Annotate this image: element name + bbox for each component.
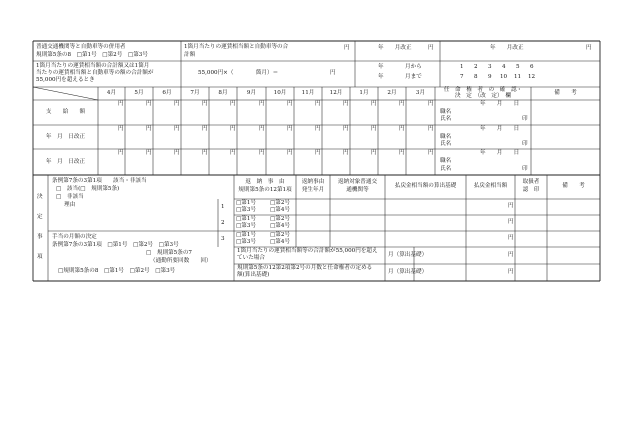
refund-option[interactable]: □第3号 xyxy=(236,239,257,245)
decision-side-3: 事 xyxy=(37,234,43,240)
month-header: 2月 xyxy=(387,90,397,96)
month-header: 3月 xyxy=(415,90,426,96)
seal-mark: 印 xyxy=(522,116,528,122)
yen-mark: 円 xyxy=(371,150,377,156)
formula-yen: 円 xyxy=(330,70,336,76)
yen-mark: 円 xyxy=(202,150,208,156)
refund-option[interactable]: □第2号 xyxy=(270,232,291,238)
handler-header-2: 認 印 xyxy=(522,187,540,193)
yen-mark: 円 xyxy=(343,150,349,156)
refund-yen: 円 xyxy=(508,203,514,209)
refund-amount-header: 払戻金相当額 xyxy=(473,183,508,189)
yen-mark: 円 xyxy=(343,126,349,132)
refund-option[interactable]: □第3号 xyxy=(236,223,257,229)
refund-option[interactable]: □第2号 xyxy=(270,200,291,206)
month-header: 9月 xyxy=(246,90,257,96)
refund-row-number: 2 xyxy=(221,220,225,226)
unit-label-1: 1箇月当たりの運賃相当額と自動車等の合 xyxy=(184,44,289,50)
yen-mark: 円 xyxy=(230,126,236,132)
over-yen: 円 xyxy=(508,252,514,258)
over-limit-line-1: 1箇月当たりの運賃相当額等の合計額が55,000円を超え xyxy=(237,248,378,254)
to-year: 年 xyxy=(378,74,384,80)
decision-side-1: 決 xyxy=(37,194,43,200)
row-label-revised-1: 年 月 日改正 xyxy=(45,134,86,140)
yen-mark: 円 xyxy=(287,126,293,132)
month-header: 6月 xyxy=(162,90,172,96)
yen-mark: 円 xyxy=(287,150,293,156)
yen-mark: 円 xyxy=(118,101,124,107)
refund-calc-header: 払戻金相当額の算出基礎 xyxy=(394,183,457,189)
refund-option[interactable]: □第1号 xyxy=(236,216,257,222)
top-yen-3: 円 xyxy=(586,45,592,51)
month-choice-9[interactable]: 9 xyxy=(488,74,492,80)
month-choice-4[interactable]: 4 xyxy=(502,64,506,70)
yen-mark: 円 xyxy=(259,126,265,132)
confirm-name: 氏名 xyxy=(440,141,452,147)
month-choice-10[interactable]: 10 xyxy=(500,74,508,80)
row-label-amount: 支 給 額 xyxy=(45,109,86,115)
yen-mark: 円 xyxy=(343,101,349,107)
yen-mark: 円 xyxy=(230,150,236,156)
refund-option[interactable]: □第4号 xyxy=(270,223,291,229)
month-choice-3[interactable]: 3 xyxy=(488,64,492,70)
yen-mark: 円 xyxy=(202,126,208,132)
yen-mark: 円 xyxy=(399,126,405,132)
monthly-line-1[interactable]: 条例第7条の3第1項 □第1号 □第2号 □第3号 xyxy=(52,242,179,248)
article-line-1: 条例第7条の3第1項 該当・非該当 xyxy=(52,178,147,184)
confirm-name: 氏名 xyxy=(440,116,452,122)
confirm-header-2: 決 定 （改 定） 欄 xyxy=(455,93,511,99)
monthly-line-3: （通勤所要回数 回） xyxy=(150,258,212,264)
month-header: 5月 xyxy=(134,90,144,96)
confirm-post: 職名 xyxy=(440,134,452,140)
refund-option[interactable]: □第2号 xyxy=(270,216,291,222)
over-yen: 円 xyxy=(508,269,514,275)
month-header: 8月 xyxy=(218,90,228,96)
yen-mark: 円 xyxy=(315,101,321,107)
month-choice-2[interactable]: 2 xyxy=(474,64,478,70)
unit-label-2: 計額 xyxy=(184,52,196,58)
month-choice-5[interactable]: 5 xyxy=(516,64,520,70)
decision-side-2: 定 xyxy=(37,214,43,220)
refund-yen: 円 xyxy=(508,219,514,225)
employer-label-2: 規則第5条の8 □第1号 □第2号 □第3号 xyxy=(36,52,148,58)
confirm-date: 年 月 日 xyxy=(480,101,520,107)
refund-option[interactable]: □第3号 xyxy=(236,207,257,213)
confirm-header-1: 任 命 権 者 の 確 認・ xyxy=(443,87,523,93)
top-revised-1: 年 月改正 xyxy=(378,45,412,51)
yen-mark: 円 xyxy=(174,150,180,156)
seal-mark: 印 xyxy=(522,166,528,172)
yen-mark: 円 xyxy=(118,150,124,156)
refund-option[interactable]: □第4号 xyxy=(270,239,291,245)
refund-row-number: 3 xyxy=(221,236,225,242)
refund-reason-header-1: 返 納 事 由 xyxy=(245,179,285,185)
yen-mark: 円 xyxy=(428,126,434,132)
refund-reason-header-2: 規則第5条の12第1項 xyxy=(238,187,292,193)
refund-option[interactable]: □第1号 xyxy=(236,200,257,206)
from-year: 年 xyxy=(378,64,384,70)
refund-target-header-1: 返納対象普通交 xyxy=(337,179,378,185)
over-limit-line-4: 額(算出基礎) xyxy=(237,272,270,278)
yen-mark: 円 xyxy=(259,101,265,107)
monthly-line-4[interactable]: □規則第5条の8 □第1号 □第2号 □第3号 xyxy=(58,268,176,274)
over-desc-3: 55,000円を超えるとき xyxy=(36,77,95,83)
top-yen-2: 円 xyxy=(428,45,434,51)
article-not-applicable[interactable]: □ 非該当 xyxy=(56,194,84,200)
formula: 55,000円×（ 箇月）＝ xyxy=(198,70,279,76)
yen-mark: 円 xyxy=(428,101,434,107)
yen-mark: 円 xyxy=(202,101,208,107)
refund-option[interactable]: □第1号 xyxy=(236,232,257,238)
confirm-name: 氏名 xyxy=(440,166,452,172)
month-header: 10月 xyxy=(273,90,287,96)
top-yen-1: 円 xyxy=(344,45,350,51)
yen-mark: 円 xyxy=(315,150,321,156)
refund-row-number: 1 xyxy=(221,204,225,210)
month-basis: 月（算出基礎） xyxy=(388,252,428,258)
month-choice-7[interactable]: 7 xyxy=(460,74,464,80)
seal-mark: 印 xyxy=(522,141,528,147)
refund-occur-header-2: 発生年月 xyxy=(301,187,325,193)
month-basis: 月（算出基礎） xyxy=(388,269,428,275)
yen-mark: 円 xyxy=(118,126,124,132)
yen-mark: 円 xyxy=(287,101,293,107)
refund-option[interactable]: □第4号 xyxy=(270,207,291,213)
month-choice-6[interactable]: 6 xyxy=(530,64,534,70)
over-desc-2: 当たりの運賃相当額と自動車等の額の合計額が xyxy=(36,70,154,76)
refund-remarks-header: 備 考 xyxy=(562,183,585,189)
yen-mark: 円 xyxy=(146,150,152,156)
refund-target-header-2: 通機関等 xyxy=(346,187,369,193)
to-month: 月まで xyxy=(405,74,422,80)
from-month: 月から xyxy=(405,64,422,70)
month-header: 11月 xyxy=(301,90,315,96)
yen-mark: 円 xyxy=(371,126,377,132)
handler-header-1: 取扱者 xyxy=(522,179,540,185)
confirm-date: 年 月 日 xyxy=(480,126,520,132)
month-choice-8[interactable]: 8 xyxy=(474,74,478,80)
article-applicable[interactable]: □ 該当(□ 規則第5条) xyxy=(56,186,120,192)
reason-label: 理由 xyxy=(64,202,76,208)
decision-side-4: 項 xyxy=(37,254,43,260)
yen-mark: 円 xyxy=(315,126,321,132)
confirm-post: 職名 xyxy=(440,109,452,115)
employer-label-1: 普通交通機関等と自動車等の併用者 xyxy=(36,44,126,50)
yen-mark: 円 xyxy=(399,150,405,156)
monthly-line-2[interactable]: □ 規則第5条の7 xyxy=(146,250,192,256)
month-header: 4月 xyxy=(106,90,117,96)
confirm-date: 年 月 日 xyxy=(480,150,520,156)
over-limit-line-3: 規則第5条の12第2項第2号の月数と任命権者の定める xyxy=(237,265,373,271)
yen-mark: 円 xyxy=(146,101,152,107)
yen-mark: 円 xyxy=(259,150,265,156)
yen-mark: 円 xyxy=(399,101,405,107)
month-choice-12[interactable]: 12 xyxy=(528,74,536,80)
confirm-post: 職名 xyxy=(440,158,452,164)
row-label-revised-2: 年 月 日改正 xyxy=(45,159,86,165)
refund-yen: 円 xyxy=(508,235,514,241)
refund-occur-header-1: 返納事由 xyxy=(301,179,325,185)
month-choice-1[interactable]: 1 xyxy=(460,64,464,70)
yen-mark: 円 xyxy=(174,126,180,132)
yen-mark: 円 xyxy=(428,150,434,156)
month-header: 1月 xyxy=(359,90,369,96)
top-revised-2: 年 月改正 xyxy=(490,45,524,51)
over-limit-line-2: ていた場合 xyxy=(237,255,265,261)
month-header: 12月 xyxy=(329,90,343,96)
remarks-header: 備 考 xyxy=(554,90,577,96)
yen-mark: 円 xyxy=(146,126,152,132)
over-desc-1: 1箇月当たりの運賃相当額の合計額又は1箇月 xyxy=(36,63,150,69)
month-header: 7月 xyxy=(190,90,200,96)
monthly-title: 手当の月額の決定 xyxy=(52,234,97,240)
yen-mark: 円 xyxy=(230,101,236,107)
month-choice-11[interactable]: 11 xyxy=(514,74,522,80)
yen-mark: 円 xyxy=(174,101,180,107)
yen-mark: 円 xyxy=(371,101,377,107)
